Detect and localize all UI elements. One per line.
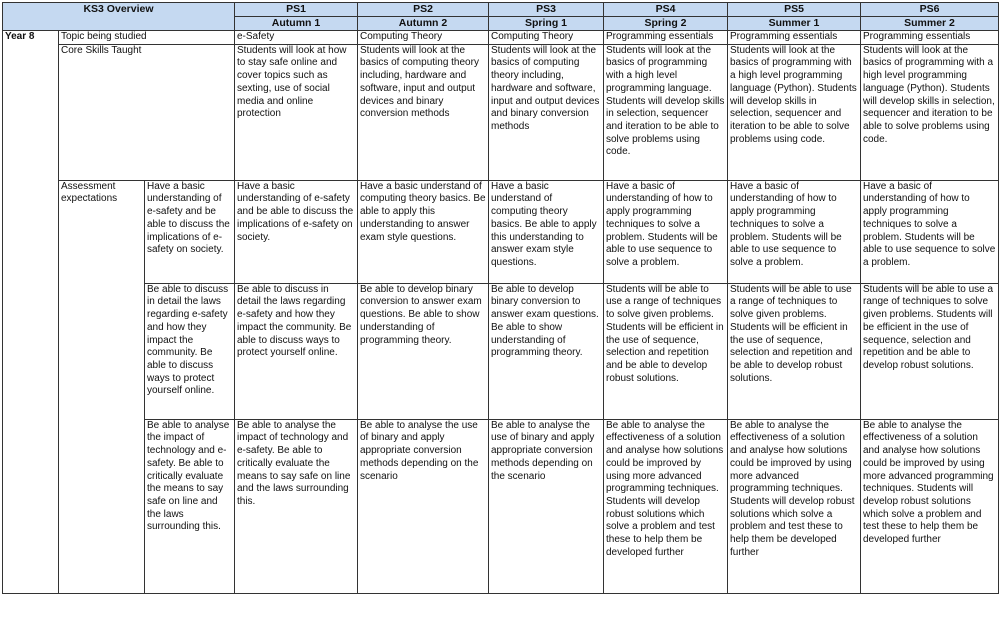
assessment-cell: Be able to develop binary conversion to answer exam questions. Be able to show understanding of programming theory. xyxy=(489,283,604,419)
assessment-cell: Be able to analyse the use of binary and apply appropriate conversion methods depending on the scenario xyxy=(358,419,489,593)
topic-cell: Programming essentials xyxy=(728,31,861,45)
core-skills-cell: Students will look at the basics of programming with a high level programming language. Students will develop skills in selection, sequencer and iteration to be able to solve problems using code. xyxy=(604,44,728,180)
core-skills-cell: Students will look at the basics of computing theory including, hardware and software, input and output devices and binary conversion methods xyxy=(489,44,604,180)
topic-row xyxy=(3,31,999,45)
assessment-cell: Have a basic of understanding of how to apply programming techniques to solve a problem. Students will be able to use sequence to solve a problem. xyxy=(604,180,728,283)
assessment-row-advanced xyxy=(3,419,999,593)
term-code: PS2 xyxy=(358,3,489,17)
topic-cell: Computing Theory xyxy=(489,31,604,45)
term-code: PS4 xyxy=(604,3,728,17)
core-skills-cell: Students will look at the basics of programming with a high level programming language (Python). Students will develop skills in selection, sequencer and iteration to be able to solve problems using code. xyxy=(861,44,999,180)
assessment-cell: Be able to analyse the effectiveness of a solution and analyse how solutions could be improved by using more advanced programming techniques. Students will develop robust solutions which solve a problem and test these to help them be developed further xyxy=(861,419,999,593)
assessment-cell: Have a basic of understanding of how to apply programming techniques to solve a problem. Students will be able to use sequence to solve a problem. xyxy=(728,180,861,283)
assessment-cell: Have a basic understanding of e-safety and be able to discuss the implications of e-safety on society. xyxy=(235,180,358,283)
assessment-cell: Be able to analyse the use of binary and apply appropriate conversion methods depending on the scenario xyxy=(489,419,604,593)
assessment-row-developing xyxy=(3,283,999,419)
topic-cell: Programming essentials xyxy=(861,31,999,45)
assessment-row-basic xyxy=(3,180,999,283)
core-skills-label: Core Skills Taught xyxy=(59,44,235,180)
term-code: PS3 xyxy=(489,3,604,17)
assessment-cell: Be able to discuss in detail the laws regarding e-safety and how they impact the community. Be able to discuss ways to protect yourself online. xyxy=(235,283,358,419)
assessment-cell: Students will be able to use a range of techniques to solve given problems. Students will be efficient in the use of sequence, selection and repetition and be able to develop robust solutions. xyxy=(604,283,728,419)
core-skills-cell: Students will look at how to stay safe online and cover topics such as sexting, use of social media and online protection xyxy=(235,44,358,180)
assessment-cell: Have a basic understand of computing theory basics. Be able to apply this understanding to answer exam style questions. xyxy=(358,180,489,283)
topic-cell: e-Safety xyxy=(235,31,358,45)
assessment-descriptor: Have a basic understanding of e-safety and be able to discuss the implications of e-safety on society. xyxy=(145,180,235,283)
assessment-cell: Be able to analyse the effectiveness of a solution and analyse how solutions could be improved by using more advanced programming techniques. Students will develop robust solutions which solve a problem and test these to help them be developed further xyxy=(728,419,861,593)
assessment-cell: Have a basic of understanding of how to apply programming techniques to solve a problem. Students will be able to use sequence to solve a problem. xyxy=(861,180,999,283)
year-label: Year 8 xyxy=(3,31,59,594)
term-code: PS6 xyxy=(861,3,999,17)
header-row-codes xyxy=(3,3,999,17)
term-season: Autumn 1 xyxy=(235,17,358,31)
assessment-cell: Have a basic understand of computing theory basics. Be able to apply this understanding to answer exam style questions. xyxy=(489,180,604,283)
term-code: PS5 xyxy=(728,3,861,17)
topic-cell: Computing Theory xyxy=(358,31,489,45)
term-season: Spring 2 xyxy=(604,17,728,31)
term-season: Spring 1 xyxy=(489,17,604,31)
assessment-cell: Students will be able to use a range of techniques to solve given problems. Students will be efficient in the use of sequence, selection and repetition and be able to develop robust solutions. xyxy=(728,283,861,419)
core-skills-row xyxy=(3,44,999,180)
core-skills-cell: Students will look at the basics of programming with a high level programming language (Python). Students will develop skills in selection, sequencer and iteration to be able to solve problems using code. xyxy=(728,44,861,180)
assessment-cell: Be able to develop binary conversion to answer exam questions. Be able to show understanding of programming theory. xyxy=(358,283,489,419)
table-title: KS3 Overview xyxy=(3,3,235,31)
term-season: Summer 1 xyxy=(728,17,861,31)
topic-cell: Programming essentials xyxy=(604,31,728,45)
assessment-descriptor: Be able to analyse the impact of technology and e-safety. Be able to critically evaluate the means to say safe on line and the laws surrounding this. xyxy=(145,419,235,593)
assessment-cell: Be able to analyse the effectiveness of a solution and analyse how solutions could be improved by using more advanced programming techniques. Students will develop robust solutions which solve a problem and test these to help them be developed further xyxy=(604,419,728,593)
topic-row-label: Topic being studied xyxy=(59,31,235,45)
assessment-label: Assessment expectations xyxy=(59,180,145,593)
assessment-cell: Students will be able to use a range of techniques to solve given problems. Students will be efficient in the use of sequence, selection and repetition and be able to develop robust solutions. xyxy=(861,283,999,419)
term-season: Autumn 2 xyxy=(358,17,489,31)
assessment-cell: Be able to analyse the impact of technology and e-safety. Be able to critically evaluate the means to say safe on line and the laws surrounding this. xyxy=(235,419,358,593)
term-season: Summer 2 xyxy=(861,17,999,31)
ks3-overview-table xyxy=(2,2,999,594)
term-code: PS1 xyxy=(235,3,358,17)
core-skills-cell: Students will look at the basics of computing theory including, hardware and software, input and output devices and binary conversion methods xyxy=(358,44,489,180)
assessment-descriptor: Be able to discuss in detail the laws regarding e-safety and how they impact the community. Be able to discuss ways to protect yourself online. xyxy=(145,283,235,419)
